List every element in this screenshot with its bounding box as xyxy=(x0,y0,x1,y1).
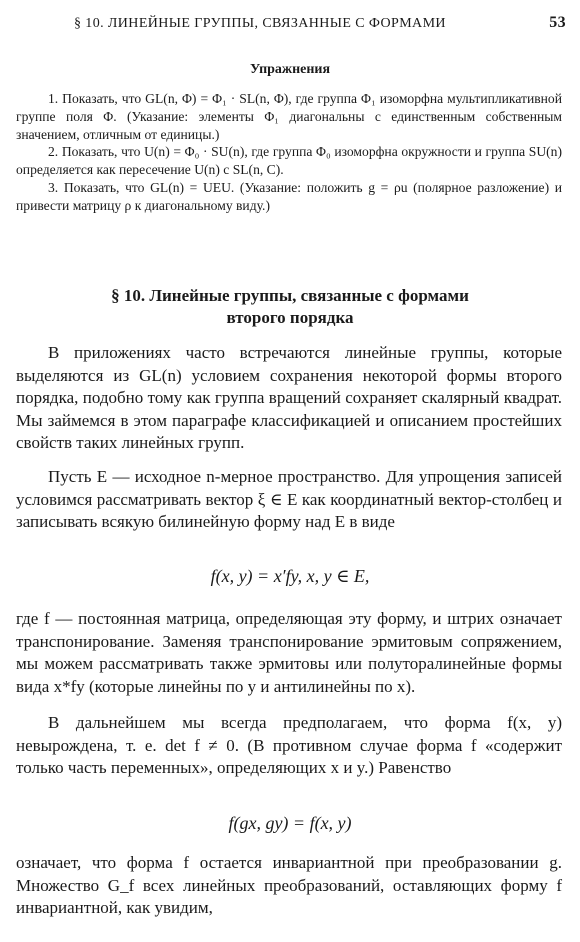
paragraph-4 xyxy=(16,712,562,780)
exercises-heading: Упражнения xyxy=(249,62,331,77)
formula-bilinear: f(x, y) = x′fy, x, y ∈ E, xyxy=(210,566,370,586)
paragraph-5 xyxy=(16,852,562,920)
paragraph-1 xyxy=(16,342,562,455)
paragraph-3-text: где f — постоянная матрица, определяющая эту форму, и штрих означает транспонирование. Заменяя транспонирование эрмитовым сопряжением, мы можем рассматривать также эрмитовы или полуторалинейные формы вида x*fy (которые линейны по y и антилинейны по x). xyxy=(16,609,562,696)
exercise-2: 2. Показать, что U(n) = Φ₀ · SU(n), где группа Φ₀ изоморфна окружности и группа SU(n) определяется как пересечение U(n) с SL(n, C). xyxy=(16,144,562,178)
running-head-title: § 10. ЛИНЕЙНЫЕ ГРУППЫ, СВЯЗАННЫЕ С ФОРМАМИ xyxy=(74,16,446,31)
running-head xyxy=(14,14,566,36)
paragraph-2-text: Пусть E — исходное n-мерное пространство. Для упрощения записей условимся рассматривать вектор ξ ∈ E как координатный вектор-столбец и записывать всякую билинейную форму над E в виде xyxy=(16,467,562,531)
section-title xyxy=(20,285,560,329)
paragraph-4-text: В дальнейшем мы всегда предполагаем, что форма f(x, y) невырождена, т. е. det f ≠ 0. (В противном случае форма f «содержит только часть переменных», определяющих x и y.) Равенство xyxy=(16,713,562,777)
paragraph-3 xyxy=(16,608,562,698)
section-title-line-1: § 10. Линейные группы, связанные с формами xyxy=(111,286,469,305)
formula-invariance: f(gx, gy) = f(x, y) xyxy=(228,813,352,833)
paragraph-1-text: В приложениях часто встречаются линейные группы, которые выделяются из GL(n) условием сохранения некоторой формы второго порядка, подобно тому как группа вращений сохраняет скалярный квадрат. Мы займемся в этом параграфе классификацией и описанием простейших свойств таких линейных групп. xyxy=(16,343,562,452)
section-title-line-2: второго порядка xyxy=(226,308,354,327)
exercises-block xyxy=(16,90,562,215)
paragraph-5-text: означает, что форма f остается инвариантной при преобразовании g. Множество G_f всех линейных преобразований, оставляющих форму f инвариантной, как увидим, xyxy=(16,853,562,917)
paragraph-2 xyxy=(16,466,562,534)
exercise-1: 1. Показать, что GL(n, Φ) = Φ₁ · SL(n, Φ), где группа Φ₁ изоморфна мультипликативной группе поля Φ. (Указание: элементы Φ₁ диагональны с единственным собственным значением, отличным от единицы.) xyxy=(16,91,562,142)
page-number: 53 xyxy=(549,14,566,31)
exercise-3: 3. Показать, что GL(n) = UEU. (Указание: положить g = ρu (полярное разложение) и привести матрицу ρ к диагональному виду.) xyxy=(16,179,562,213)
